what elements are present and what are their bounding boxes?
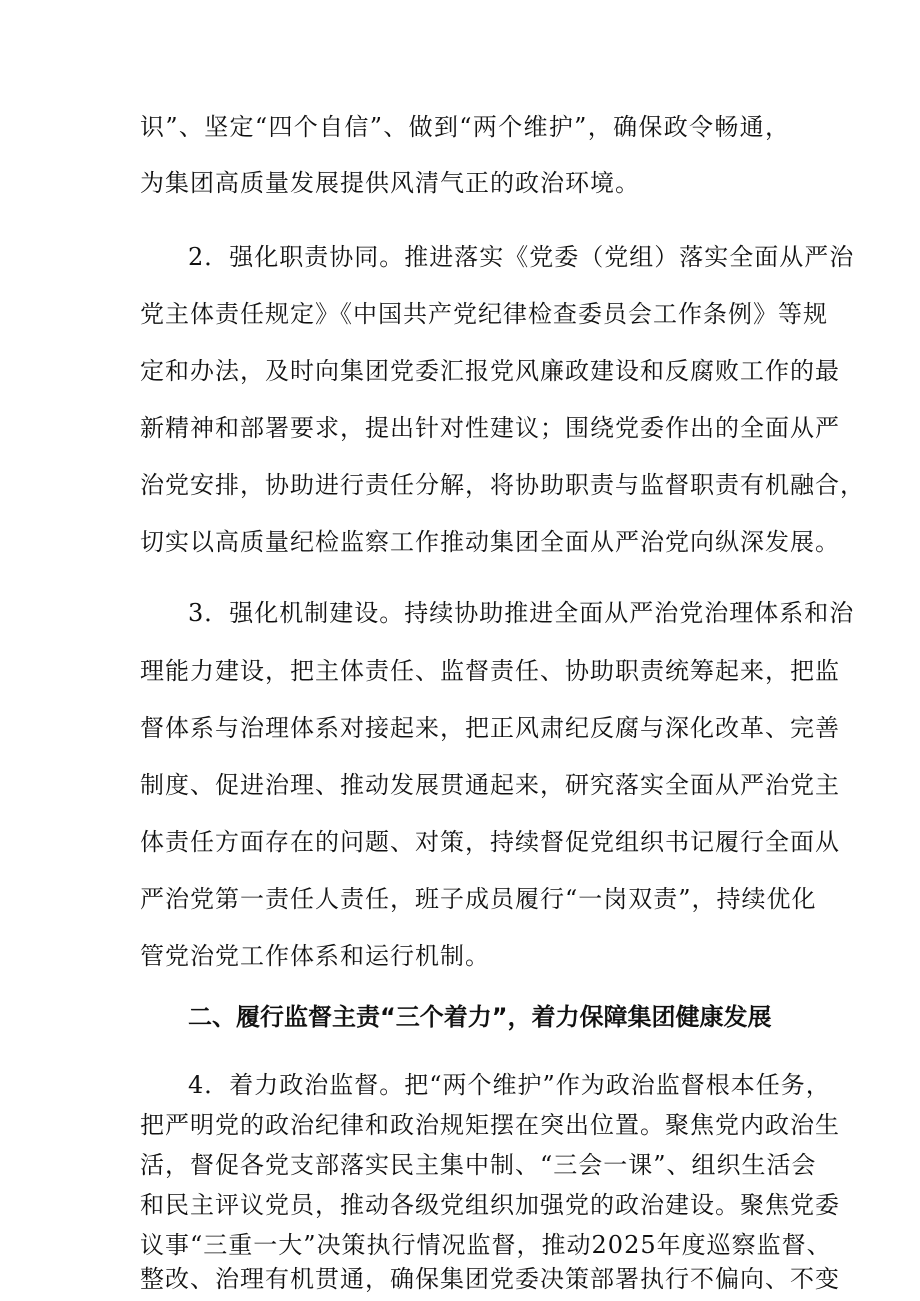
- text-line: 督体系与治理体系对接起来，把正风肃纪反腐与深化改革、完善: [140, 714, 840, 742]
- paragraph-2-first-line: 2．强化职责协同。推进落实《党委（党组）落实全面从严治: [188, 243, 855, 271]
- paragraph-4-first-line: 4．着力政治监督。把“两个维护”作为政治监督根本任务，: [188, 1071, 831, 1099]
- text-line: 管党治党工作体系和运行机制。: [140, 942, 490, 970]
- text-line: 整改、治理有机贯通，确保集团党委决策部署执行不偏向、不变: [140, 1265, 840, 1293]
- text-line: 活，督促各党支部落实民主集中制、“三会一课”、组织生活会: [140, 1151, 817, 1179]
- text-line: 把严明党的政治纪律和政治规矩摆在突出位置。聚焦党内政治生: [140, 1111, 840, 1139]
- text-line: 党主体责任规定》《中国共产党纪律检查委员会工作条例》等规: [140, 300, 828, 328]
- text-line: 议事“三重一大”决策执行情况监督，推动2025年度巡察监督、: [140, 1231, 832, 1259]
- section-heading: 二、履行监督主责“三个着力”，着力保障集团健康发展: [188, 1003, 772, 1031]
- text-line: 和民主评议党员，推动各级党组织加强党的政治建设。聚焦党委: [140, 1191, 840, 1219]
- text-line: 切实以高质量纪检监察工作推动集团全面从严治党向纵深发展。: [140, 528, 840, 556]
- text-line: 体责任方面存在的问题、对策，持续督促党组织书记履行全面从: [140, 828, 840, 856]
- text-line: 新精神和部署要求，提出针对性建议；围绕党委作出的全面从严: [140, 414, 840, 442]
- text-line: 理能力建设，把主体责任、监督责任、协助职责统筹起来，把监: [140, 657, 840, 685]
- text-line: 严治党第一责任人责任，班子成员履行“一岗双责”，持续优化: [140, 885, 817, 913]
- text-line: 为集团高质量发展提供风清气正的政治环境。: [140, 169, 640, 197]
- text-line: 识”、坚定“四个自信”、做到“两个维护”，确保政令畅通，: [140, 113, 790, 141]
- text-line: 制度、促进治理、推动发展贯通起来，研究落实全面从严治党主: [140, 771, 840, 799]
- text-line: 治党安排，协助进行责任分解，将协助职责与监督职责有机融合，: [140, 471, 865, 499]
- paragraph-3-first-line: 3．强化机制建设。持续协助推进全面从严治党治理体系和治: [188, 599, 855, 627]
- text-line: 定和办法，及时向集团党委汇报党风廉政建设和反腐败工作的最: [140, 357, 840, 385]
